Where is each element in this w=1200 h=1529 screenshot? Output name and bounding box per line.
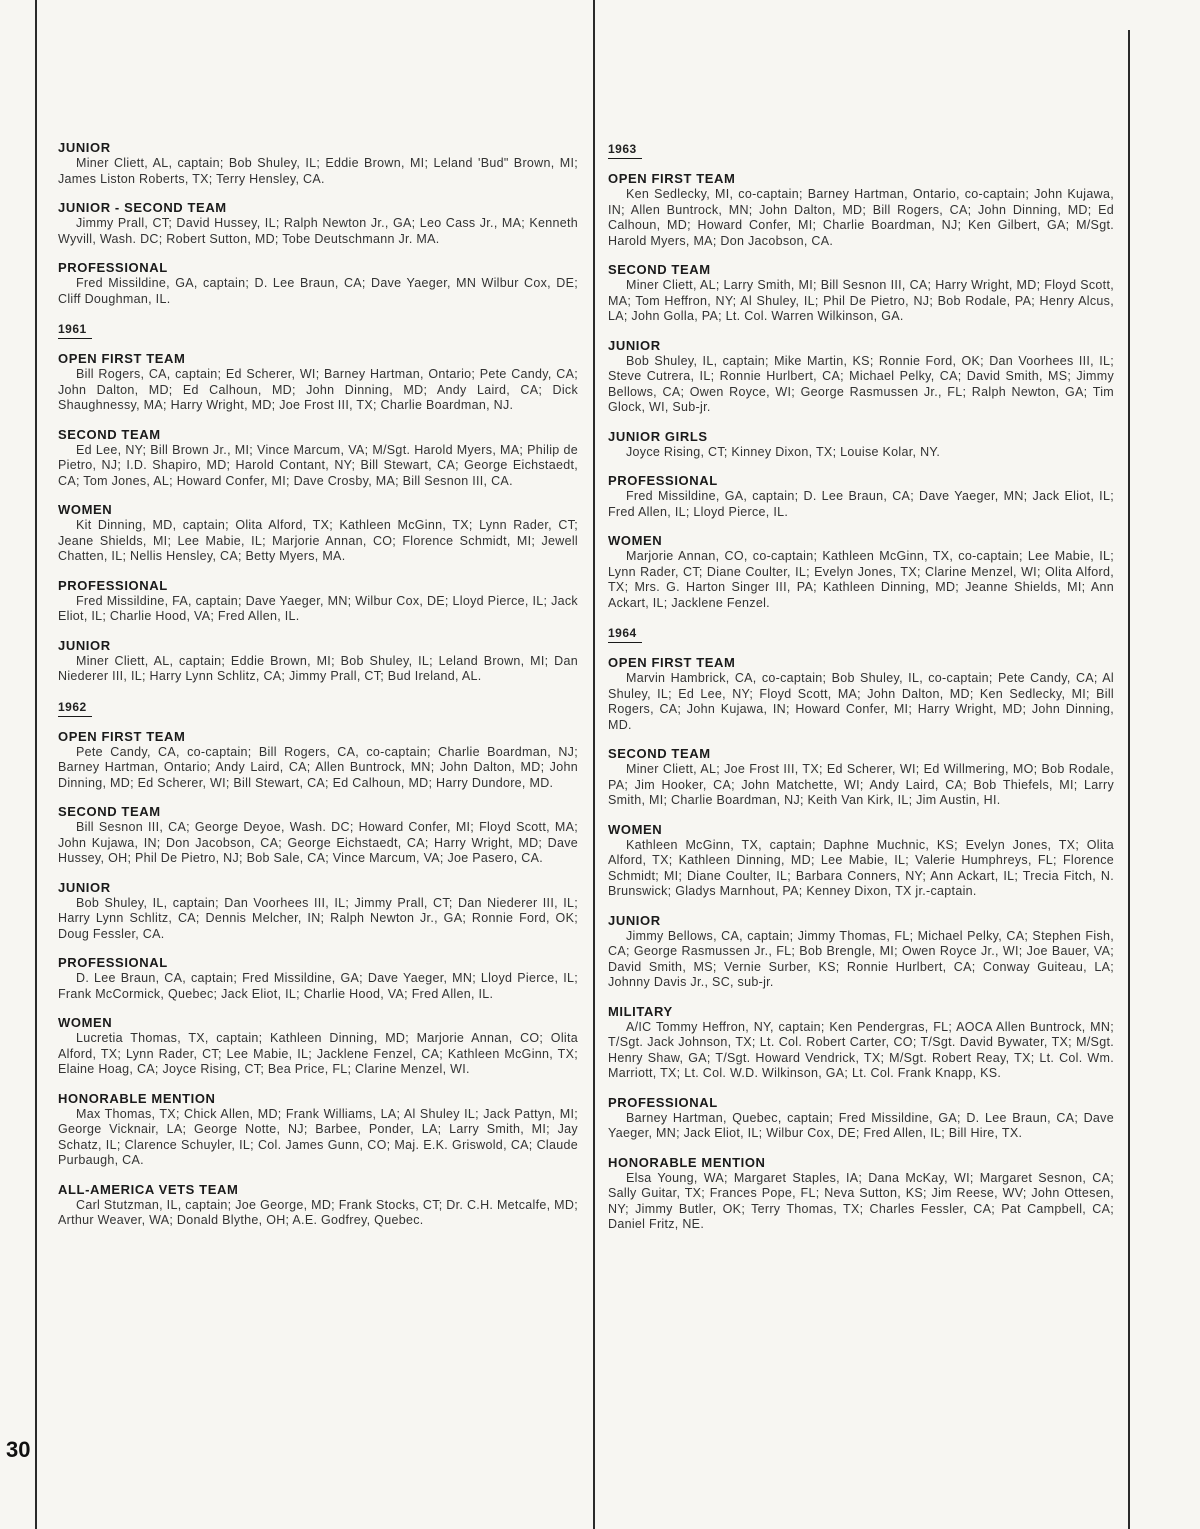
section-heading: PROFESSIONAL bbox=[58, 577, 168, 593]
team-section-honorable-mention bbox=[608, 1155, 1114, 1233]
team-section-second-team bbox=[608, 746, 1114, 809]
team-section-second-team bbox=[608, 262, 1114, 325]
team-section-professional bbox=[608, 1095, 1114, 1142]
section-heading: PROFESSIONAL bbox=[608, 473, 718, 488]
team-section-second-team bbox=[58, 427, 578, 490]
section-heading: PROFESSIONAL bbox=[608, 1094, 718, 1110]
year-heading-1964: 1964 bbox=[608, 626, 642, 643]
team-section-professional bbox=[608, 473, 1114, 520]
roster-text: Bill Rogers, CA, captain; Ed Scherer, WI; Barney Hartman, Ontario; Pete Candy, CA; John Dalton, MD; Ed Calhoun, MD; John Dinning, MD; Andy Laird, CA; Dick Shaughnessy, MA; Harry Wright, MD; Joe Frost III, TX; Charlie Boardman, NJ. bbox=[58, 367, 578, 412]
year-heading-1961: 1961 bbox=[58, 322, 92, 339]
roster-text: Pete Candy, CA, co-captain; Bill Rogers, CA, co-captain; Charlie Boardman, NJ; Barney Hartman, Ontario; Andy Laird, CA; Allen Buntrock, MN; John Dalton, MD; John Dinning, MD; Ed Scherer, WI; Bill Stewart, CA; Ed Calhoun, MD; Harry Dundore, MD. bbox=[58, 744, 578, 790]
team-section-junior bbox=[58, 638, 578, 685]
roster-text: Kathleen McGinn, TX, captain; Daphne Muchnic, KS; Evelyn Jones, TX; Olita Alford, TX; Kathleen Dinning, MD; Lee Mabie, IL; Valerie Humphreys, FL; Florence Schmidt; MI; Diane Coulter, IL; Barbara Conners, NY; Ann Ackart, IL; Trecia Fitch, N. Brunswick; Gladys Marnhout, PA; Kenney Dixon, TX jr.-captain. bbox=[608, 837, 1114, 898]
section-heading: HONORABLE MENTION bbox=[608, 1154, 766, 1170]
team-section-women bbox=[608, 533, 1114, 611]
roster-text: Miner Cliett, AL, captain; Bob Shuley, IL; Eddie Brown, MI; Leland 'Bud" Brown, MI; James Liston Roberts, TX; Terry Hensley, CA. bbox=[58, 156, 578, 186]
section-heading: SECOND TEAM bbox=[58, 804, 161, 819]
right-column bbox=[608, 140, 1114, 1246]
roster-text: Bill Sesnon III, CA; George Deyoe, Wash. DC; Howard Confer, MI; Floyd Scott, MA; John Kujawa, IN; Don Jacobson, CA; George Eichstaedt, CA; Harry Wright, MD; Dave Hussey, OH; Phil De Pietro, NJ; Bob Sale, CA; Vince Marcum, VA; Joe Pasero, CA. bbox=[58, 820, 578, 865]
roster-text: Carl Stutzman, IL, captain; Joe George, MD; Frank Stocks, CT; Dr. C.H. Metcalfe, MD; Arthur Weaver, WA; Donald Blythe, OH; A.E. Godfrey, Quebec. bbox=[58, 1197, 578, 1227]
team-section-junior-second-team bbox=[58, 200, 578, 247]
section-heading: SECOND TEAM bbox=[608, 262, 711, 277]
section-heading: MILITARY bbox=[608, 1003, 673, 1019]
column-divider-rule bbox=[593, 0, 595, 1529]
right-margin-rule bbox=[1128, 30, 1130, 1529]
section-heading: OPEN FIRST TEAM bbox=[608, 171, 736, 186]
roster-text: Fred Missildine, FA, captain; Dave Yaeger, MN; Wilbur Cox, DE; Lloyd Pierce, IL; Jack Eliot, IL; Charlie Hood, VA; Fred Allen, IL. bbox=[58, 593, 578, 623]
team-section-professional bbox=[58, 578, 578, 625]
team-section-open-first-team bbox=[608, 655, 1114, 733]
section-heading: WOMEN bbox=[58, 1015, 113, 1030]
team-section-all-america-vets-team bbox=[58, 1182, 578, 1229]
section-heading: WOMEN bbox=[608, 821, 663, 837]
section-heading: PROFESSIONAL bbox=[58, 955, 168, 970]
section-heading: PROFESSIONAL bbox=[58, 260, 168, 275]
section-heading: OPEN FIRST TEAM bbox=[58, 728, 186, 744]
team-section-second-team bbox=[58, 804, 578, 867]
roster-text: Lucretia Thomas, TX, captain; Kathleen Dinning, MD; Marjorie Annan, CO; Olita Alford, TX; Lynn Rader, CT; Lee Mabie, IL; Jacklene Fenzel, CA; Kathleen McGinn, TX; Elaine Hoag, CA; Joyce Rising, CT; Bea Price, FL; Clarine Menzel, WI. bbox=[58, 1031, 578, 1076]
team-section-junior bbox=[58, 140, 578, 187]
section-heading: OPEN FIRST TEAM bbox=[608, 655, 736, 670]
roster-text: Marjorie Annan, CO, co-captain; Kathleen McGinn, TX, co-captain; Lee Mabie, IL; Lynn Rader, CT; Diane Coulter, IL; Evelyn Jones, TX; Clarine Menzel, WI; Olita Alford, TX; Mrs. G. Harton Singer III, PA; Kathleen Dinning, MD; Jeanne Shields, MI; Ann Ackart, IL; Jacklene Fenzel. bbox=[608, 549, 1114, 610]
section-heading: JUNIOR GIRLS bbox=[608, 428, 708, 444]
team-section-women bbox=[58, 502, 578, 565]
roster-text: Bob Shuley, IL, captain; Dan Voorhees III, IL; Jimmy Prall, CT; Dan Niederer III, IL; Harry Lynn Schlitz, CA; Dennis Melcher, IN; Ralph Newton Jr., GA; Ronnie Ford, OK; Doug Fessler, CA. bbox=[58, 895, 578, 941]
roster-text: Ed Lee, NY; Bill Brown Jr., MI; Vince Marcum, VA; M/Sgt. Harold Myers, MA; Philip de Pietro, NJ; I.D. Shapiro, MD; Harold Contant, NY; Bill Stewart, CA; George Eichstaedt, CA; Tom Jones, AL; Howard Confer, MI; Dave Crosby, MA; Bill Sesnon III, CA. bbox=[58, 442, 578, 488]
roster-text: Joyce Rising, CT; Kinney Dixon, TX; Louise Kolar, NY. bbox=[626, 444, 941, 459]
section-heading: JUNIOR bbox=[608, 337, 661, 353]
team-section-professional bbox=[58, 260, 578, 307]
roster-text: D. Lee Braun, CA, captain; Fred Missildine, GA; Dave Yaeger, MN; Lloyd Pierce, IL; Frank McCormick, Quebec; Jack Eliot, IL; Charlie Hood, VA; Fred Allen, IL. bbox=[58, 971, 578, 1001]
section-heading: OPEN FIRST TEAM bbox=[58, 351, 186, 366]
team-section-honorable-mention bbox=[58, 1091, 578, 1169]
roster-text: Max Thomas, TX; Chick Allen, MD; Frank Williams, LA; Al Shuley IL; Jack Pattyn, MI; George Vicknair, LA; George Notte, NJ; Barbee, Ponder, LA; Larry Smith, MI; Jay Schatz, IL; Clarence Schuyler, IL; Col. James Gunn, CO; Maj. E.K. Griswold, CA; Claude Purbaugh, CA. bbox=[58, 1106, 578, 1167]
team-section-junior bbox=[608, 338, 1114, 416]
team-section-junior-girls bbox=[608, 429, 1114, 461]
section-heading: SECOND TEAM bbox=[608, 746, 711, 761]
roster-text: Kit Dinning, MD, captain; Olita Alford, TX; Kathleen McGinn, TX; Lynn Rader, CT; Jeane Shields, MI; Lee Mabie, IL; Marjorie Annan, CO; Florence Schmidt, MI; Jewell Chatten, IL; Nellis Hensley, CA; Betty Myers, MA. bbox=[58, 518, 578, 563]
team-section-women bbox=[58, 1015, 578, 1078]
roster-text: Marvin Hambrick, CA, co-captain; Bob Shuley, IL, co-captain; Pete Candy, CA; Al Shuley, IL; Ed Lee, NY; Floyd Scott, MA; John Dalton, MD; Ken Sedlecky, MI; Bill Rogers, CA; John Kujawa, IN; Howard Confer, MI; Harry Wright, MD; John Dinning, MD. bbox=[608, 671, 1114, 732]
roster-text: Miner Cliett, AL; Larry Smith, MI; Bill Sesnon III, CA; Harry Wright, MD; Floyd Scott, MA; Tom Heffron, NY; Al Shuley, IL; Phil De Pietro, NJ; Bob Rodale, PA; Henry Alcus, LA; John Golla, PA; Lt. Col. Warren Wilkinson, GA. bbox=[608, 278, 1114, 323]
left-margin-rule bbox=[35, 0, 37, 1529]
page-number: 30 bbox=[6, 1437, 31, 1462]
section-heading: SECOND TEAM bbox=[58, 426, 161, 442]
section-heading: WOMEN bbox=[608, 533, 663, 548]
roster-text: A/IC Tommy Heffron, NY, captain; Ken Pendergras, FL; AOCA Allen Buntrock, MN; T/Sgt. Jack Johnson, TX; Lt. Col. Robert Carter, CO; T/Sgt. David Bywater, TX; M/Sgt. Henry Shaw, GA; T/Sgt. Howard Vendrick, TX; M/Sgt. Robert Reay, TX; Lt. Col. Wm. Marriott, TX; Lt. Col. W.D. Wilkinson, GA; Lt. Col. Frank Knapp, KS. bbox=[608, 1019, 1114, 1080]
section-heading: JUNIOR bbox=[608, 912, 661, 928]
team-section-open-first-team bbox=[608, 171, 1114, 249]
section-heading: JUNIOR bbox=[58, 879, 111, 895]
roster-text: Elsa Young, WA; Margaret Staples, IA; Dana McKay, WI; Margaret Sesnon, CA; Sally Guitar, TX; Frances Pope, FL; Neva Sutton, KS; Jim Reese, WV; John Ottesen, NY; Jimmy Butler, OK; Terry Thomas, TX; Charles Fessler, CA; Pat Campbell, CA; Daniel Fritz, NE. bbox=[608, 1170, 1114, 1231]
section-heading: JUNIOR bbox=[58, 637, 111, 653]
section-heading: WOMEN bbox=[58, 502, 113, 517]
team-section-junior bbox=[58, 880, 578, 943]
team-section-military bbox=[608, 1004, 1114, 1082]
roster-text: Jimmy Prall, CT; David Hussey, IL; Ralph Newton Jr., GA; Leo Cass Jr., MA; Kenneth Wyvill, Wash. DC; Robert Sutton, MD; Tobe Deutschmann Jr. MA. bbox=[58, 216, 578, 246]
team-section-open-first-team bbox=[58, 729, 578, 792]
team-section-professional bbox=[58, 955, 578, 1002]
roster-text: Fred Missildine, GA, captain; D. Lee Braun, CA; Dave Yaeger, MN; Jack Eliot, IL; Fred Allen, IL; Lloyd Pierce, IL. bbox=[608, 489, 1114, 519]
roster-text: Barney Hartman, Quebec, captain; Fred Missildine, GA; D. Lee Braun, CA; Dave Yaeger, MN; Jack Eliot, IL; Wilbur Cox, DE; Fred Allen, IL; Bill Hire, TX. bbox=[608, 1110, 1114, 1140]
left-column bbox=[58, 140, 578, 1242]
year-heading-1962: 1962 bbox=[58, 700, 92, 717]
roster-text: Miner Cliett, AL, captain; Eddie Brown, MI; Bob Shuley, IL; Leland Brown, MI; Dan Niederer III, IL; Harry Lynn Schlitz, CA; Jimmy Prall, CT; Bud Ireland, AL. bbox=[58, 653, 578, 683]
year-heading-1963: 1963 bbox=[608, 142, 642, 159]
roster-text: Bob Shuley, IL, captain; Mike Martin, KS; Ronnie Ford, OK; Dan Voorhees III, IL; Steve Cutrera, IL; Ronnie Hurlbert, CA; Michael Pelky, CA; David Smith, MS; Jimmy Bellows, CA; Owen Royce, WI; George Rasmussen Jr., FL; Ralph Newton, GA; Tim Glock, WI, Sub-jr. bbox=[608, 353, 1114, 414]
section-heading: ALL-AMERICA VETS TEAM bbox=[58, 1181, 239, 1197]
team-section-women bbox=[608, 822, 1114, 900]
section-heading: JUNIOR bbox=[58, 140, 111, 155]
team-section-open-first-team bbox=[58, 351, 578, 414]
section-heading: HONORABLE MENTION bbox=[58, 1090, 216, 1106]
roster-text: Fred Missildine, GA, captain; D. Lee Braun, CA; Dave Yaeger, MN Wilbur Cox, DE; Cliff Doughman, IL. bbox=[58, 276, 578, 306]
team-section-junior bbox=[608, 913, 1114, 991]
roster-text: Jimmy Bellows, CA, captain; Jimmy Thomas, FL; Michael Pelky, CA; Stephen Fish, CA; George Rasmussen Jr., FL; Bob Brengle, MI; Owen Royce Jr., WI; Joe Bauer, VA; David Smith, MS; Vernie Surber, KS; Ronnie Hurlbert, CA; Conway Guiteau, LA; Johnny Davis Jr., SC, sub-jr. bbox=[608, 928, 1114, 989]
roster-text: Miner Cliett, AL; Joe Frost III, TX; Ed Scherer, WI; Ed Willmering, MO; Bob Rodale, PA; Jim Hooker, CA; John Matchette, WI; Andy Laird, CA; Bob Thiefels, MI; Larry Smith, MI; Charlie Boardman, NJ; Keith Van Kirk, IL; Jim Austin, HI. bbox=[608, 762, 1114, 807]
roster-text: Ken Sedlecky, MI, co-captain; Barney Hartman, Ontario, co-captain; John Kujawa, IN; Allen Buntrock, MN; John Dalton, MD; Bill Rogers, CA; John Dinning, MD; Ed Calhoun, MD; Howard Confer, MI; Charlie Boardman, NJ; Ken Gilbert, GA; M/Sgt. Harold Myers, MA; Don Jacobson, CA. bbox=[608, 187, 1114, 248]
section-heading: JUNIOR - SECOND TEAM bbox=[58, 200, 227, 215]
